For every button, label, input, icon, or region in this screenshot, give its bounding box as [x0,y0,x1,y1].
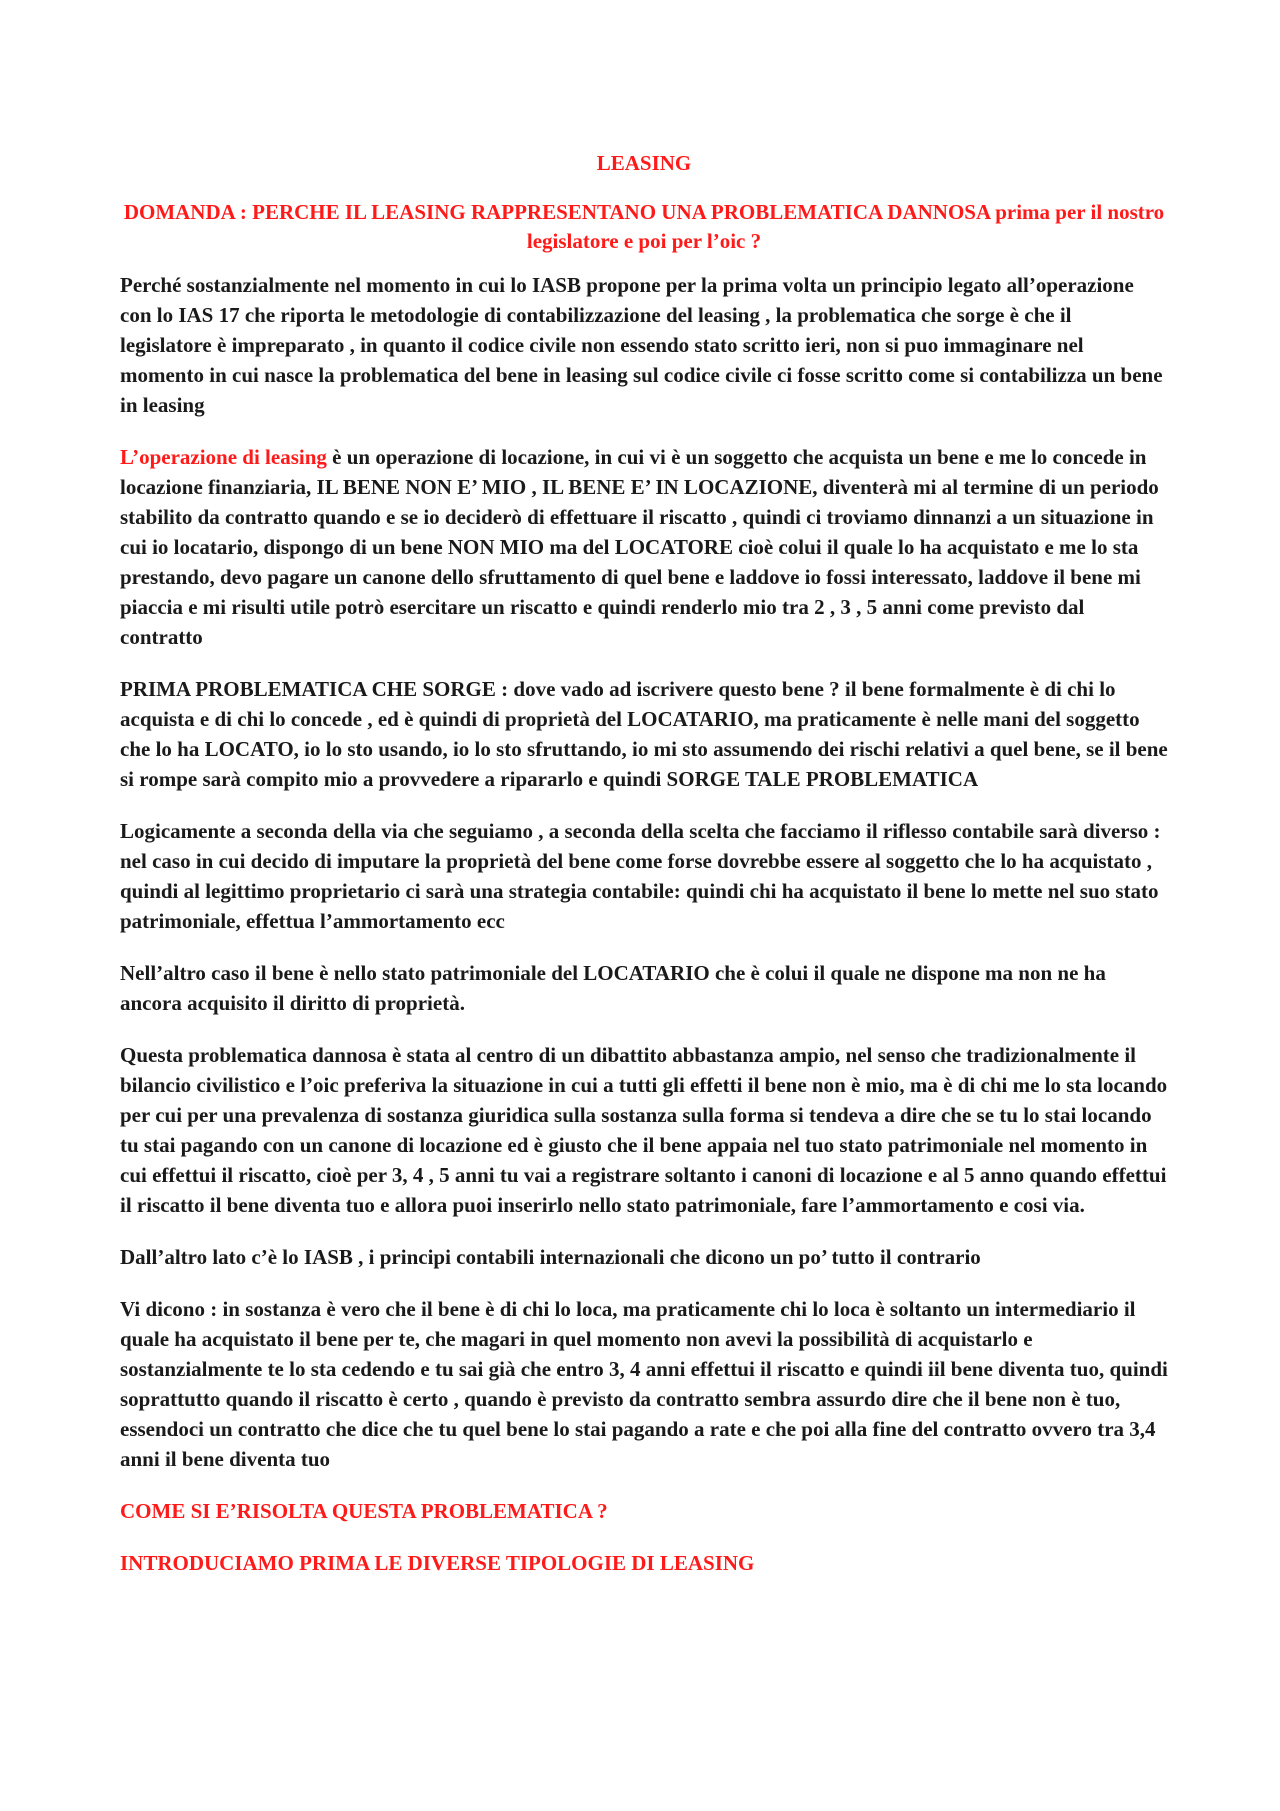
leasing-definition-highlight: L’operazione di leasing [120,445,327,469]
paragraph-iasb: Dall’altro lato c’è lo IASB , i principi contabili internazionali che dicono un po’ tutto il contrario [120,1245,981,1269]
document-title: LEASING [596,151,692,175]
paragraph-other-case: Nell’altro caso il bene è nello stato patrimoniale del LOCATARIO che è colui il quale ne dispone ma non ne ha ancora acquisito il diritto di proprietà. [120,961,1106,1015]
paragraph-debate: Questa problematica dannosa è stata al centro di un dibattito abbastanza ampio, nel senso che tradizionalmente il bilancio civilistico e l’oic preferiva la situazione in cui a tutti gli effetti il bene non è mio, ma è di chi me lo sta locando per cui per una prevalenza di sostanza giuridica sulla sostanza sulla forma si tendeva a dire che se tu lo stai locando tu stai pagando con un canone di locazione ed è giusto che il bene appaia nel tuo stato patrimoniale nel momento in cui effettui il riscatto, cioè per 3, 4 , 5 anni tu vai a registrare soltanto i canoni di locazione e al 5 anno quando effettui il riscatto il bene diventa tuo e allora puoi inserirlo nello stato patrimoniale, fare l’ammortamento e cosi via. [120,1043,1168,1217]
section-heading-types: INTRODUCIAMO PRIMA LE DIVERSE TIPOLOGIE DI LEASING [120,1551,755,1575]
paragraph-first-problem: PRIMA PROBLEMATICA CHE SORGE : dove vado ad iscrivere questo bene ? il bene formalmente è di chi lo acquista e di chi lo concede , ed è quindi di proprietà del LOCATARIO, ma praticamente è nelle mani del soggetto che lo ha LOCATO, io lo sto usando, io lo sto sfruttando, io mi sto assumendo dei rischi relativi a quel bene, se il bene si rompe sarà compito mio a provvedere a ripararlo e quindi SORGE TALE PROBLEMATICA [120,677,1168,791]
leasing-definition-text: è un operazione di locazione, in cui vi è un soggetto che acquista un bene e me lo concede in locazione finanziaria, IL BENE NON E’ MIO , IL BENE E’ IN LOCAZIONE, diventerà mi al termine di un periodo stabilito da contratto quando e se io deciderò di effettuare il riscatto , quindi ci troviamo dinnanzi a un situazione in cui io locatario, dispongo di un bene NON MIO ma del LOCATORE cioè colui il quale lo ha acquistato e me lo sta prestando, devo pagare un canone dello sfruttamento di quel bene e laddove io fossi interessato, laddove il bene mi piaccia e mi risulti utile potrò esercitare un riscatto e quindi renderlo mio tra 2 , 3 , 5 anni come previsto dal contratto [120,445,1159,649]
paragraph-accounting-choice: Logicamente a seconda della via che seguiamo , a seconda della scelta che facciamo il riflesso contabile sarà diverso : nel caso in cui decido di imputare la proprietà del bene come forse dovrebbe essere al soggetto che lo ha acquistato , quindi al legittimo proprietario ci sarà una strategia contabile: quindi chi ha acquistato il bene lo mette nel suo stato patrimoniale, effettua l’ammortamento ecc [120,819,1161,933]
document-body [120,148,1168,1600]
paragraph-intro: Perché sostanzialmente nel momento in cui lo IASB propone per la prima volta un principio legato all’operazione con lo IAS 17 che riporta le metodologie di contabilizzazione del leasing , la problematica che sorge è che il legislatore è impreparato , in quanto il codice civile non essendo stato scritto ieri, non si puo immaginare nel momento in cui nasce la problematica del bene in leasing sul codice civile ci fosse scritto come si contabilizza un bene in leasing [120,273,1163,417]
section-heading-resolution: COME SI E’RISOLTA QUESTA PROBLEMATICA ? [120,1499,608,1523]
paragraph-leasing-definition [120,442,1168,652]
question-heading: DOMANDA : PERCHE IL LEASING RAPPRESENTANO UNA PROBLEMATICA DANNOSA prima per il nostro legislatore e poi per l’oic ? [123,200,1165,253]
paragraph-substance: Vi dicono : in sostanza è vero che il bene è di chi lo loca, ma praticamente chi lo loca è soltanto un intermediario il quale ha acquistato il bene per te, che magari in quel momento non avevi la possibilità di acquistarlo e sostanzialmente te lo sta cedendo e tu sai già che entro 3, 4 anni effettui il riscatto e quindi iil bene diventa tuo, quindi soprattutto quando il riscatto è certo , quando è previsto da contratto sembra assurdo dire che il bene non è tuo, essendoci un contratto che dice che tu quel bene lo stai pagando a rate e che poi alla fine del contratto ovvero tra 3,4 anni il bene diventa tuo [120,1297,1168,1471]
